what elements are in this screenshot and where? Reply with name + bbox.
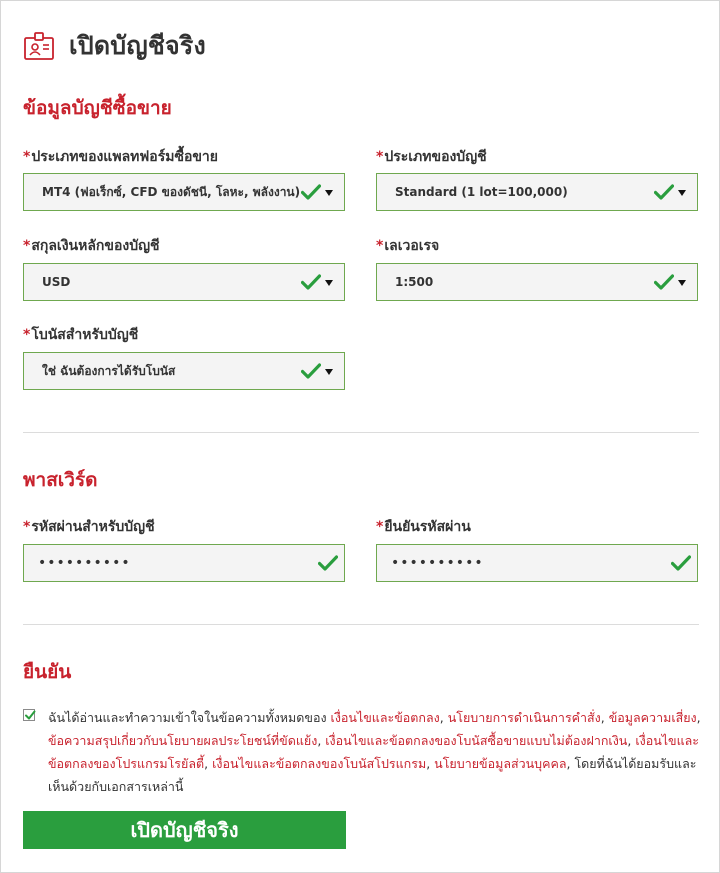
- link-separator: ,: [627, 733, 636, 748]
- leverage-select-value: 1:500: [395, 275, 434, 289]
- valid-check-icon: [301, 363, 321, 379]
- page-header: [23, 29, 206, 63]
- valid-check-icon: [318, 555, 338, 571]
- link-separator: ,: [439, 710, 448, 725]
- required-mark: *: [23, 238, 31, 254]
- platform-label-text: ประเภทของแพลทฟอร์มซื้อขาย: [31, 149, 218, 165]
- link-separator: ,: [317, 733, 326, 748]
- bonus-select-value: ใช่ ฉันต้องการได้รับโบนัส: [42, 364, 176, 378]
- bonus-label: [23, 324, 138, 346]
- link-bonus-program-terms[interactable]: เงื่อนไขและข้อตกลงของโบนัสโปรแกรม: [212, 756, 427, 771]
- link-loyalty-program-terms[interactable]: เงื่อนไขและข้อตกลงของโปรแกรมโรยัลตี้: [48, 733, 700, 771]
- required-mark: *: [376, 519, 384, 535]
- chevron-down-icon: [325, 369, 333, 375]
- password-section-title: พาสเวิร์ด: [23, 469, 98, 491]
- section-divider: [23, 624, 699, 625]
- checkbox-check-icon: [24, 709, 36, 721]
- section-divider: [23, 432, 699, 433]
- link-separator: ,: [600, 710, 609, 725]
- agreement-intro: ฉันได้อ่านและทำความเข้าใจในข้อความทั้งหมดของ: [48, 710, 331, 725]
- valid-check-icon: [301, 184, 321, 200]
- link-separator: ,: [426, 756, 435, 771]
- account-type-select[interactable]: [376, 173, 698, 211]
- link-separator: ,: [204, 756, 213, 771]
- link-separator: ,: [696, 710, 701, 725]
- confirm-password-label-text: ยืนยันรหัสผ่าน: [384, 519, 471, 535]
- link-terms-conditions[interactable]: เงื่อนไขและข้อตกลง: [330, 710, 440, 725]
- trading-account-section-title: ข้อมูลบัญชีซื้อขาย: [23, 97, 172, 119]
- bonus-label-text: โบนัสสำหรับบัญชี: [31, 327, 139, 343]
- chevron-down-icon: [325, 280, 333, 286]
- account-password-label: [23, 516, 155, 538]
- currency-label-text: สกุลเงินหลักของบัญชี: [31, 238, 160, 254]
- account-password-value: ••••••••••: [38, 555, 131, 571]
- required-mark: *: [376, 149, 384, 165]
- valid-check-icon: [654, 274, 674, 290]
- currency-select[interactable]: [23, 263, 345, 301]
- account-type-label-text: ประเภทของบัญชี: [384, 149, 487, 165]
- chevron-down-icon: [678, 280, 686, 286]
- confirm-password-value: ••••••••••: [391, 555, 484, 571]
- account-type-label: [376, 146, 487, 168]
- link-no-deposit-bonus-terms[interactable]: เงื่อนไขและข้อตกลงของโบนัสซื้อขายแบบไม่ต้องฝากเงิน: [325, 733, 628, 748]
- leverage-label: [376, 235, 439, 257]
- link-privacy-policy[interactable]: นโยบายข้อมูลส่วนบุคคล: [434, 756, 567, 771]
- required-mark: *: [23, 327, 31, 343]
- agreement-outro: , โดยที่ฉันได้ยอมรับและเห็นด้วยกับเอกสารเหล่านี้: [48, 756, 697, 794]
- bonus-select[interactable]: [23, 352, 345, 390]
- confirm-password-input[interactable]: [376, 544, 698, 582]
- valid-check-icon: [671, 555, 691, 571]
- platform-select-value: MT4 (ฟอเร็กซ์, CFD ของดัชนี, โลหะ, พลังงาน): [42, 185, 301, 199]
- required-mark: *: [23, 519, 31, 535]
- agree-checkbox[interactable]: [23, 709, 35, 721]
- account-type-select-value: Standard (1 lot=100,000): [395, 185, 568, 199]
- account-password-input[interactable]: [23, 544, 345, 582]
- leverage-label-text: เลเวอเรจ: [384, 238, 440, 254]
- valid-check-icon: [654, 184, 674, 200]
- chevron-down-icon: [325, 190, 333, 196]
- page-title: เปิดบัญชีจริง: [69, 31, 206, 60]
- chevron-down-icon: [678, 190, 686, 196]
- leverage-select[interactable]: [376, 263, 698, 301]
- confirm-section-title: ยืนยัน: [23, 661, 72, 683]
- valid-check-icon: [301, 274, 321, 290]
- link-risk-disclosure[interactable]: ข้อมูลความเสี่ยง: [608, 710, 697, 725]
- required-mark: *: [376, 238, 384, 254]
- agreement-text: [48, 706, 708, 798]
- link-order-execution-policy[interactable]: นโยบายการดำเนินการคำสั่ง: [447, 710, 601, 725]
- id-card-icon: [23, 30, 55, 62]
- account-password-label-text: รหัสผ่านสำหรับบัญชี: [31, 519, 155, 535]
- confirm-password-label: [376, 516, 471, 538]
- required-mark: *: [23, 149, 31, 165]
- open-real-account-button[interactable]: เปิดบัญชีจริง: [23, 811, 346, 849]
- platform-select[interactable]: [23, 173, 345, 211]
- platform-label: [23, 146, 218, 168]
- currency-select-value: USD: [42, 275, 71, 289]
- link-conflict-of-interest-policy[interactable]: ข้อความสรุปเกี่ยวกับนโยบายผลประโยชน์ที่ขัดแย้ง: [48, 733, 318, 748]
- currency-label: [23, 235, 160, 257]
